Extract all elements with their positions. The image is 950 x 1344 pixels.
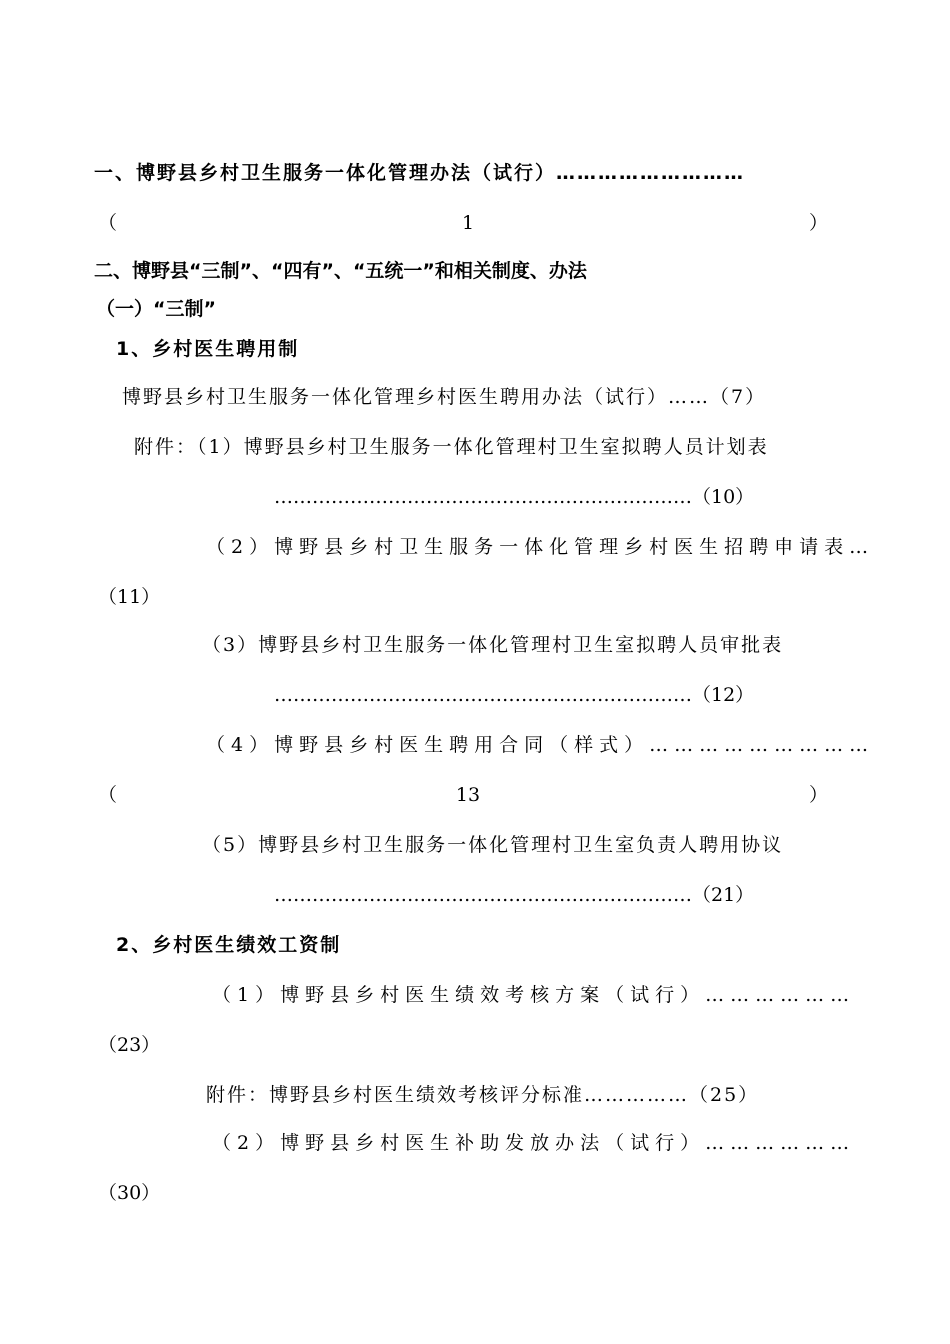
toc-attachment-3: （3）博野县乡村卫生服务一体化管理村卫生室拟聘人员审批表 xyxy=(202,634,784,656)
toc-item-2-entry-2-page: （30） xyxy=(98,1182,161,1204)
toc-attachment-4: （4）博野县乡村医生聘用合同（样式）……………………… xyxy=(206,734,875,756)
toc-item-2-entry-1-page: （23） xyxy=(98,1034,161,1056)
toc-attachment-3-leader: …………………………………………………………（12） xyxy=(274,684,755,706)
toc-item-2-title: 2、乡村医生绩效工资制 xyxy=(116,934,342,956)
toc-item-2-entry-1: （1）博野县乡村医生绩效考核方案（试行）……………… xyxy=(212,984,856,1006)
toc-subsection-1-title: （一）“三制” xyxy=(96,298,216,320)
open-paren: （ xyxy=(98,212,118,234)
toc-attachment-5-leader: …………………………………………………………（21） xyxy=(274,884,755,906)
toc-attachment-1-leader: …………………………………………………………（10） xyxy=(274,486,755,508)
toc-item-1-entry: 博野县乡村卫生服务一体化管理乡村医生聘用办法（试行）……（7） xyxy=(122,386,767,408)
close-paren: ） xyxy=(808,784,828,806)
toc-section-1-title: 一、博野县乡村卫生服务一体化管理办法（试行）……………………… xyxy=(94,162,746,184)
toc-attachment-2-page: （11） xyxy=(98,586,161,608)
toc-section-2-title: 二、博野县“三制”、“四有”、“五统一”和相关制度、办法 xyxy=(94,260,587,282)
page-number: 1 xyxy=(461,212,475,234)
toc-attachment-5: （5）博野县乡村卫生服务一体化管理村卫生室负责人聘用协议 xyxy=(202,834,784,856)
toc-item-2-attachment: 附件：博野县乡村医生绩效考核评分标准……………（25） xyxy=(206,1084,760,1106)
toc-item-1-title: 1、乡村医生聘用制 xyxy=(116,338,300,360)
page-number: 13 xyxy=(455,784,481,806)
toc-item-2-entry-2: （2）博野县乡村医生补助发放办法（试行）……………… xyxy=(212,1132,856,1154)
open-paren: （ xyxy=(98,784,118,806)
toc-attachment-1: 附件：（1）博野县乡村卫生服务一体化管理村卫生室拟聘人员计划表 xyxy=(134,436,769,458)
toc-attachment-2: （2）博野县乡村卫生服务一体化管理乡村医生招聘申请表… xyxy=(206,536,875,558)
close-paren: ） xyxy=(808,212,828,234)
